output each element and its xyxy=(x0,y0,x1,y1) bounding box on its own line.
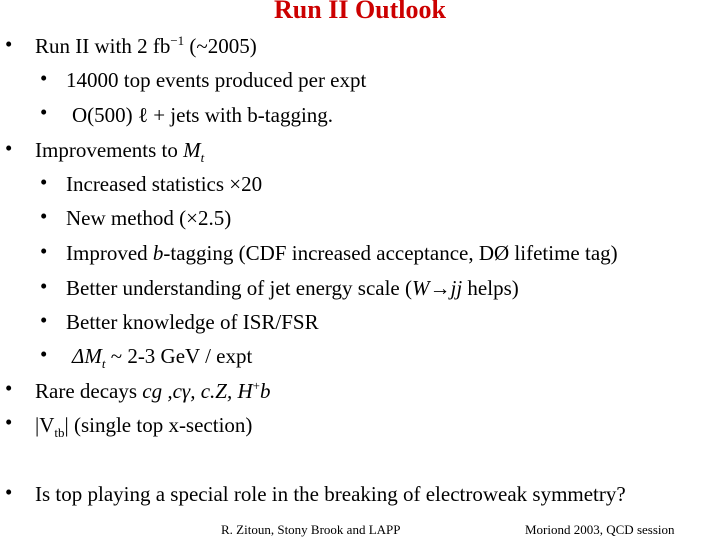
bullet-icon: • xyxy=(5,410,13,434)
item-statistics: Increased statistics ×20 xyxy=(66,172,263,196)
footer-conference: Moriond 2003, QCD session xyxy=(525,522,675,537)
item-method: New method (×2.5) xyxy=(66,206,232,230)
footer-author: R. Zitoun, Stony Brook and LAPP xyxy=(221,522,401,537)
bullet-icon: • xyxy=(40,342,48,366)
bullet-icon: • xyxy=(40,66,48,90)
bullet-icon: • xyxy=(5,376,13,400)
bullet-icon: • xyxy=(5,480,13,504)
item-jet-energy-scale: Better understanding of jet energy scale (W→jj helps) xyxy=(66,276,519,300)
bullet-icon: • xyxy=(40,308,48,332)
bullet-icon: • xyxy=(40,100,48,124)
item-question: Is top playing a special role in the breaking of electroweak symmetry? xyxy=(35,482,626,506)
item-isr-fsr: Better knowledge of ISR/FSR xyxy=(66,310,319,334)
item-delta-mt: $\Delta M_t$ ~ 2-3 GeV / expt xyxy=(72,344,253,372)
item-btagging: Improved b-tagging (CDF increased acceptance, DØ lifetime tag) xyxy=(66,241,618,265)
item-o500: O(500) ℓ + jets with b-tagging. xyxy=(72,103,334,127)
slide-title: Run II Outlook xyxy=(274,0,446,24)
item-improvements: Improvements to $M_t$ xyxy=(35,138,205,166)
bullet-icon: • xyxy=(5,136,13,160)
bullet-icon: • xyxy=(40,204,48,228)
bullet-icon: • xyxy=(40,274,48,298)
item-vtb: $|V_{tb}|$ (single top x-section) xyxy=(35,413,253,441)
bullet-icon: • xyxy=(5,32,13,56)
item-rare-decays: Rare decays cg ,cγ, c.Z, H+b xyxy=(35,378,271,403)
bullet-icon: • xyxy=(40,170,48,194)
bullet-icon: • xyxy=(40,239,48,263)
item-run2: Run II with 2 $fb^{-1}$ (~2005) xyxy=(35,33,257,58)
item-events: 14000 top events produced per expt xyxy=(66,68,367,92)
